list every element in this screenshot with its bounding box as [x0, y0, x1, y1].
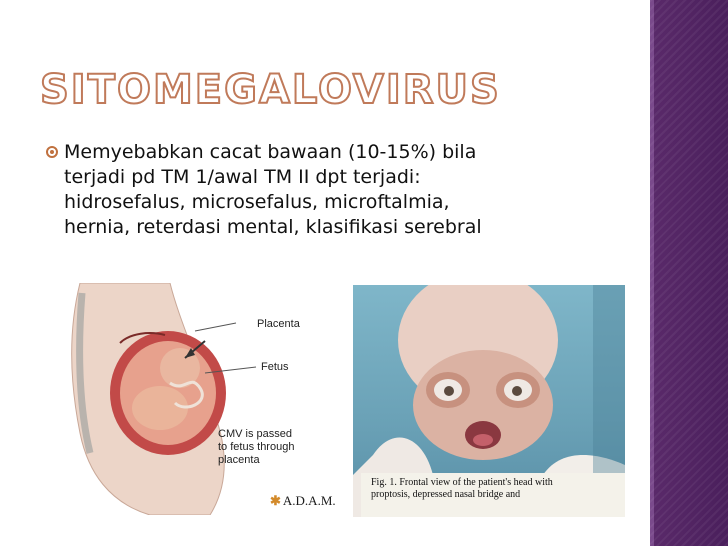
circle-bullet-icon — [46, 146, 58, 158]
placenta-label: Placenta — [257, 318, 300, 330]
pregnancy-drawing — [60, 283, 348, 515]
adam-star-icon: ✱ — [270, 493, 281, 508]
bullet-text: Memyebabkan cacat bawaan (10-15%) bila terjadi pd TM 1/awal TM II dpt terjadi: hidrosefalus, microsefalus, microftalmia, hernia, reterdasi mental, klasifikasi serebral — [64, 141, 482, 238]
fetus-label: Fetus — [261, 361, 289, 373]
patient-photo — [353, 285, 625, 517]
figure-caption-box — [361, 473, 625, 517]
adam-logo — [270, 493, 336, 509]
cmv-transmission-label: CMV is passed to fetus through placenta — [218, 428, 295, 466]
slide-title: SITOMEGALOVIRUS — [40, 67, 501, 113]
figure-caption: Fig. 1. Frontal view of the patient's head with proptosis, depressed nasal bridge and — [371, 477, 553, 500]
bullet-item — [46, 140, 606, 240]
decorative-sidebar — [650, 0, 728, 546]
adam-brand-text: A.D.A.M. — [282, 493, 336, 508]
pregnancy-illustration — [60, 283, 348, 515]
